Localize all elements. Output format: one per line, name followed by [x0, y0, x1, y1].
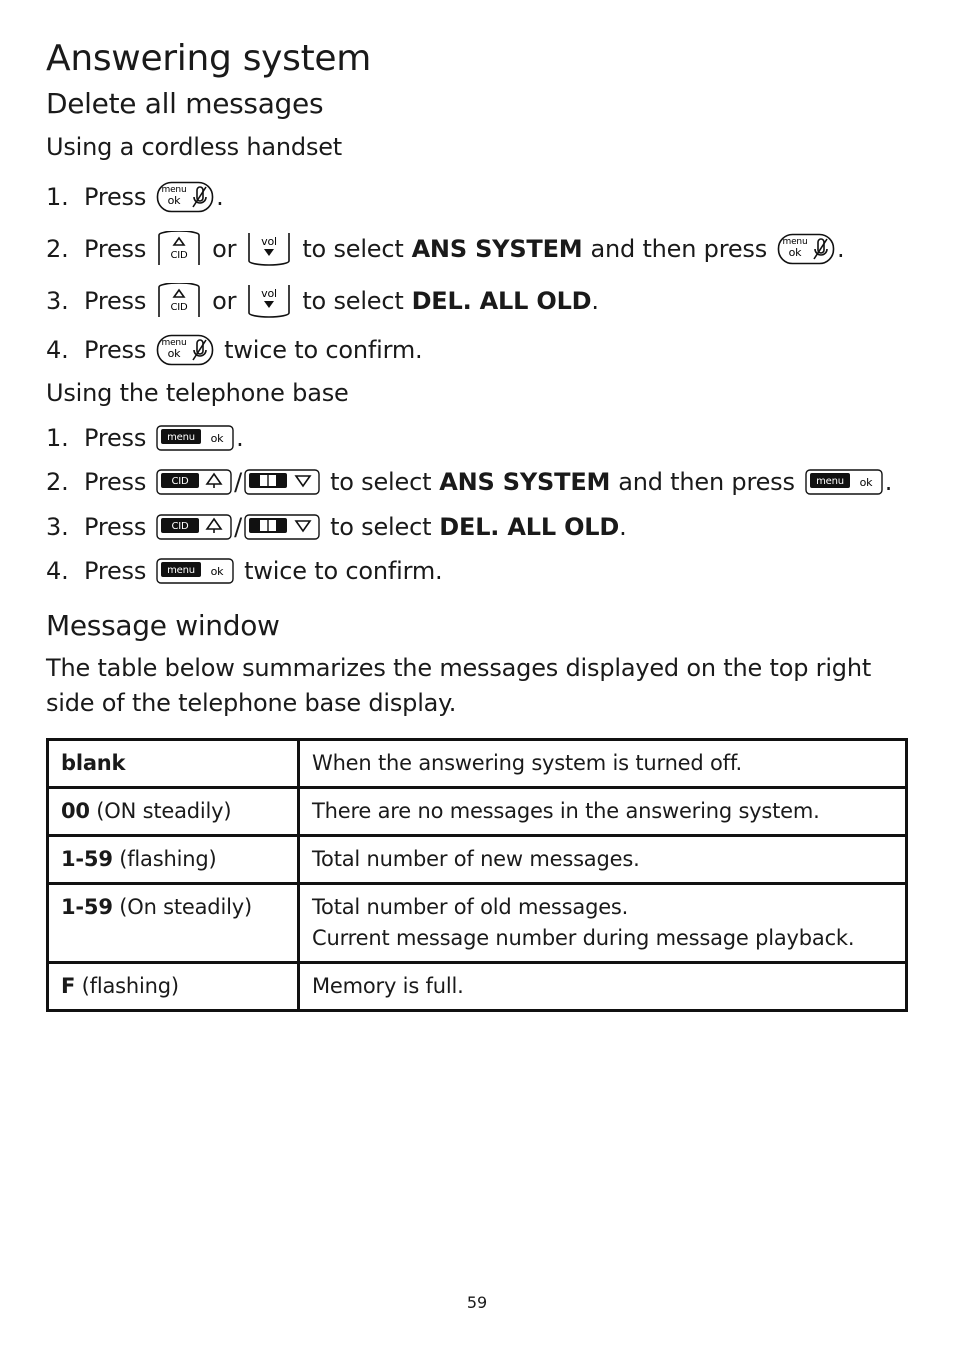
- vol-down-key-icon: [246, 283, 292, 319]
- book-icon: [260, 475, 276, 486]
- key-label-vol: vol: [261, 287, 278, 300]
- subsection-title-handset: Using a cordless handset: [46, 133, 343, 161]
- key-label-ok: ok: [210, 565, 224, 578]
- key-label-cid: CID: [171, 521, 189, 532]
- or-text: or: [212, 235, 237, 263]
- cid-up-key-icon: [156, 283, 202, 319]
- key-label-menu: menu: [167, 432, 196, 443]
- to-select-text: to select: [330, 468, 432, 496]
- page-title: Answering system: [46, 38, 372, 79]
- step-number: 2.: [46, 235, 69, 263]
- description: When the answering system is turned off.: [312, 751, 742, 775]
- step-text: Press: [84, 235, 147, 263]
- key-label-menu: menu: [782, 237, 808, 247]
- step-text: Press: [84, 513, 147, 541]
- book-icon: [260, 520, 276, 531]
- base-step-3: [46, 507, 627, 547]
- phonebook-down-base-key-icon: [244, 514, 320, 540]
- handset-step-1: [46, 177, 224, 217]
- table-cell-description: [299, 740, 907, 788]
- step-number: 4.: [46, 557, 69, 585]
- key-label-ok: ok: [167, 194, 181, 207]
- code-state: (ON steadily): [89, 799, 232, 823]
- vol-down-key-icon: [246, 231, 292, 267]
- table-cell-code: [48, 963, 299, 1011]
- cid-up-base-key-icon: [156, 514, 232, 540]
- handset-step-2: [46, 229, 844, 269]
- message-window-table: [46, 738, 908, 1012]
- table-cell-description: [299, 788, 907, 836]
- key-label-menu: menu: [161, 185, 187, 195]
- table-cell-description: [299, 963, 907, 1011]
- key-label-ok: ok: [167, 347, 181, 360]
- period: .: [884, 468, 893, 496]
- cid-up-key-icon: [156, 231, 202, 267]
- page-number: 59: [466, 1293, 488, 1312]
- table-cell-code: [48, 788, 299, 836]
- table-cell-code: [48, 884, 299, 963]
- table-cell-description: [299, 884, 907, 963]
- menu-ok-mute-key-icon: [777, 233, 835, 265]
- code-value: 1-59: [61, 895, 113, 919]
- key-label-cid: CID: [171, 476, 189, 487]
- period: .: [216, 183, 224, 211]
- table-cell-code: [48, 740, 299, 788]
- to-select-text: to select: [302, 235, 404, 263]
- description: Total number of new messages.: [312, 847, 640, 871]
- code-value: F: [61, 974, 76, 998]
- menu-ok-base-key-icon: [156, 558, 234, 584]
- period: .: [619, 513, 627, 541]
- table-row: [48, 836, 907, 884]
- code-value: 1-59: [61, 847, 113, 871]
- key-label-cid: CID: [170, 250, 188, 261]
- key-label-ok: ok: [788, 246, 802, 259]
- step-text: Press: [84, 183, 147, 211]
- phonebook-down-base-key-icon: [244, 469, 320, 495]
- to-select-text: to select: [330, 513, 432, 541]
- table-cell-description: [299, 836, 907, 884]
- step-text: Press: [84, 336, 147, 364]
- key-label-vol: vol: [261, 235, 278, 248]
- menu-option: DEL. ALL OLD: [439, 513, 620, 541]
- twice-text: twice to confirm.: [224, 336, 423, 364]
- slash: /: [234, 468, 243, 496]
- slash: /: [234, 513, 243, 541]
- twice-text: twice to confirm.: [244, 557, 443, 585]
- base-step-4: [46, 551, 442, 591]
- table-row: [48, 884, 907, 963]
- table-cell-code: [48, 836, 299, 884]
- key-label-ok: ok: [210, 432, 224, 445]
- period: .: [837, 235, 845, 263]
- to-select-text: to select: [302, 287, 404, 315]
- code-value: blank: [61, 751, 126, 775]
- and-then-text: and then press: [618, 468, 795, 496]
- menu-option: ANS SYSTEM: [411, 235, 583, 263]
- step-text: Press: [84, 468, 147, 496]
- handset-step-3: [46, 281, 599, 321]
- key-label-menu: menu: [161, 338, 187, 348]
- description: There are no messages in the answering system.: [312, 799, 820, 823]
- step-text: Press: [84, 287, 147, 315]
- step-number: 1.: [46, 424, 69, 452]
- description-line-2: Current message number during message playback.: [312, 926, 855, 950]
- table-row: [48, 788, 907, 836]
- key-label-cid: CID: [170, 302, 188, 313]
- section-title-delete: Delete all messages: [46, 87, 324, 120]
- menu-ok-mute-key-icon: [156, 334, 214, 366]
- step-number: 3.: [46, 513, 69, 541]
- description: Total number of old messages.: [312, 895, 629, 919]
- code-state: (On steadily): [112, 895, 252, 919]
- step-number: 1.: [46, 183, 69, 211]
- base-step-2: [46, 462, 892, 502]
- table-row: [48, 963, 907, 1011]
- key-label-menu: menu: [815, 476, 844, 487]
- or-text: or: [212, 287, 237, 315]
- step-number: 4.: [46, 336, 69, 364]
- description: Memory is full.: [312, 974, 464, 998]
- section-title-message-window: Message window: [46, 609, 280, 642]
- and-then-text: and then press: [590, 235, 768, 263]
- table-row: [48, 740, 907, 788]
- intro-paragraph: The table below summarizes the messages displayed on the top right side of the telephone base display.: [46, 654, 872, 717]
- menu-option: DEL. ALL OLD: [411, 287, 592, 315]
- key-label-menu: menu: [167, 565, 196, 576]
- period: .: [591, 287, 599, 315]
- menu-option: ANS SYSTEM: [439, 468, 611, 496]
- base-step-1: [46, 418, 244, 458]
- code-value: 00: [61, 799, 90, 823]
- key-label-ok: ok: [859, 476, 873, 489]
- period: .: [236, 424, 244, 452]
- cid-up-base-key-icon: [156, 469, 232, 495]
- step-text: Press: [84, 557, 147, 585]
- code-state: (flashing): [75, 974, 179, 998]
- step-text: Press: [84, 424, 147, 452]
- step-number: 2.: [46, 468, 69, 496]
- menu-ok-base-key-icon: [805, 469, 883, 495]
- code-state: (flashing): [112, 847, 217, 871]
- menu-ok-mute-key-icon: [156, 181, 214, 213]
- menu-ok-base-key-icon: [156, 425, 234, 451]
- subsection-title-base: Using the telephone base: [46, 379, 349, 407]
- handset-step-4: [46, 330, 422, 370]
- step-number: 3.: [46, 287, 69, 315]
